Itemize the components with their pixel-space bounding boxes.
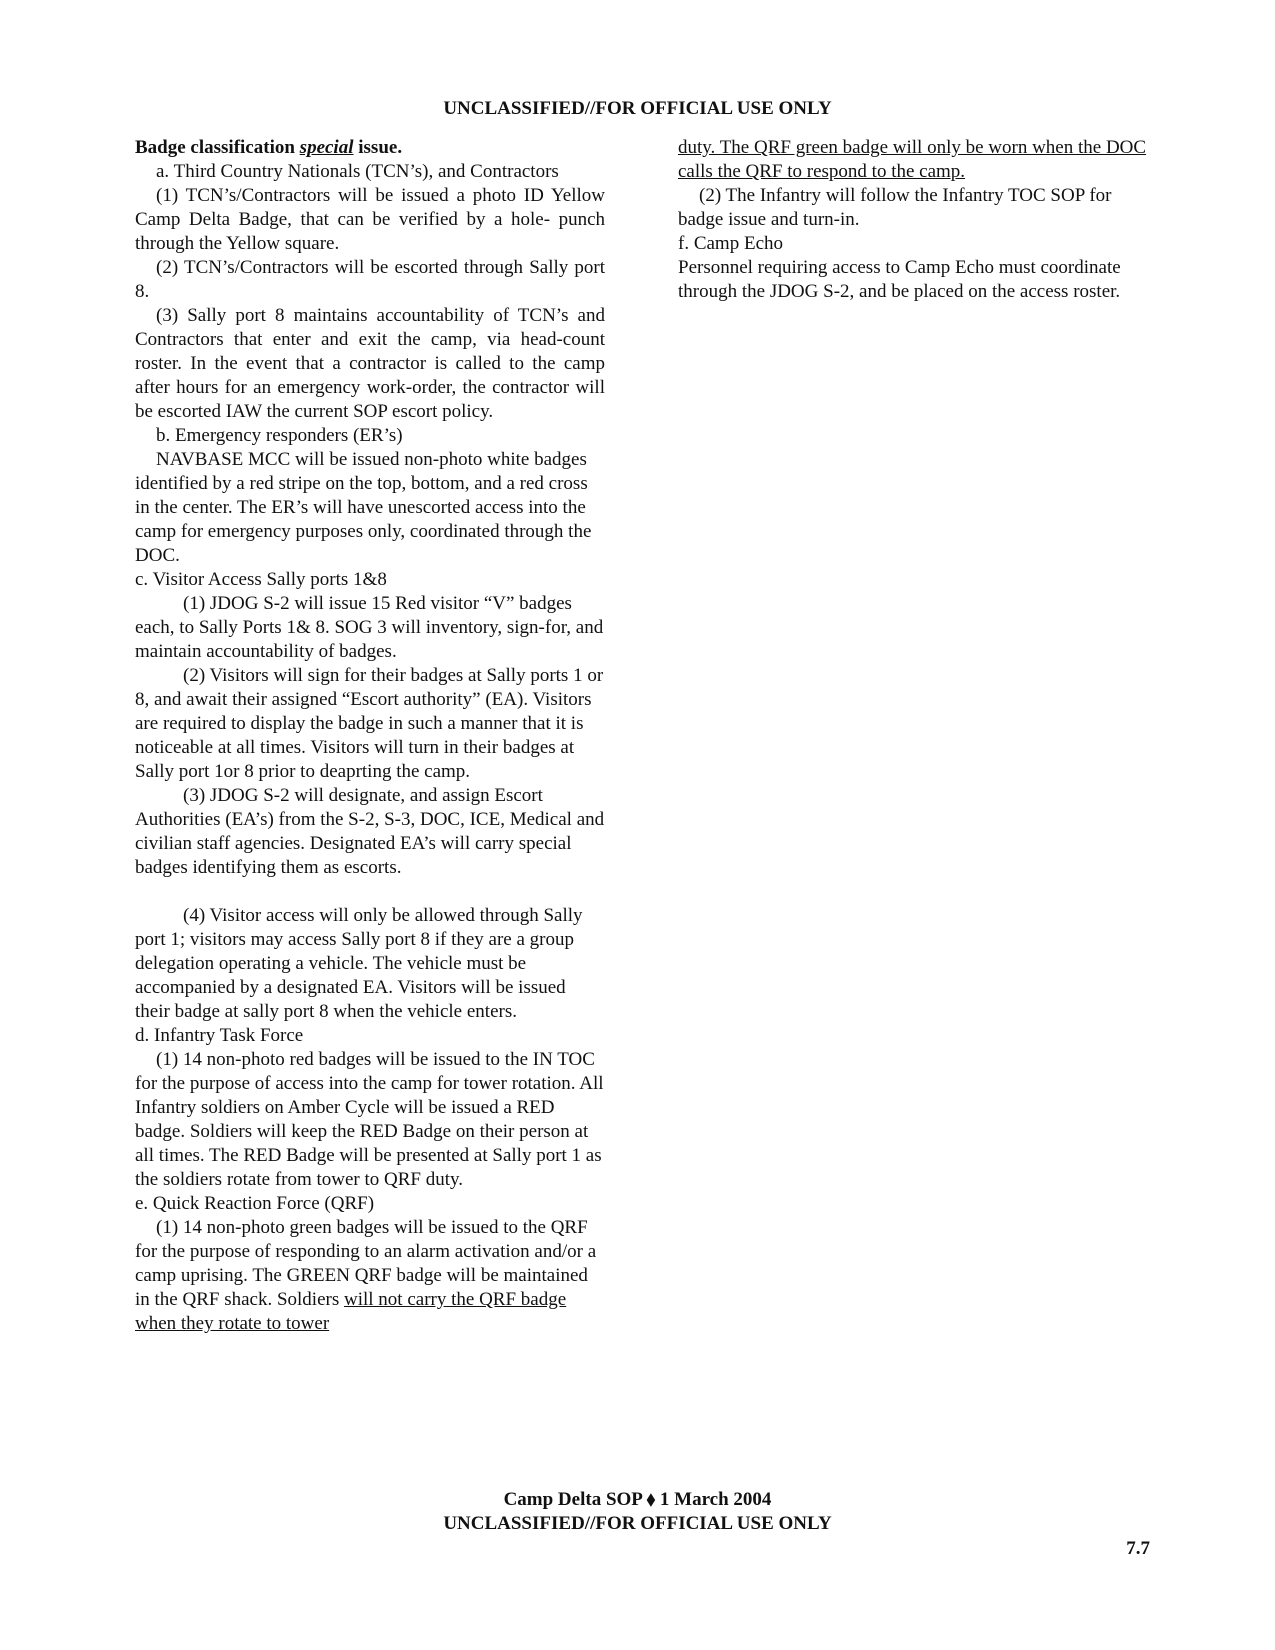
left-column [135, 136, 605, 1336]
paragraph-d1: (1) 14 non-photo red badges will be issued to the IN TOC for the purpose of access into the camp for tower rotation. All Infantry soldiers on Amber Cycle will be issued a RED badge. Soldiers will keep the RED Badge on their person at all times. The RED Badge will be presented at Sally port 1 as the soldiers rotate from tower to QRF duty. [135, 1049, 604, 1190]
page-footer [0, 1488, 1275, 1536]
paragraph-e1-continued: duty. The QRF green badge will only be worn when the DOC calls the QRF to respond to the camp. [678, 137, 1147, 182]
paragraph-a1: (1) TCN’s/Contractors will be issued a photo ID Yellow Camp Delta Badge, that can be verified by a hole- punch through the Yellow square. [135, 185, 605, 254]
paragraph-c1: (1) JDOG S-2 will issue 15 Red visitor “V” badges each, to Sally Ports 1& 8. SOG 3 will inventory, sign-for, and maintain accountability of badges. [135, 593, 604, 662]
subsection-e-title: e. Quick Reaction Force (QRF) [135, 1193, 375, 1214]
paragraph-e2: (2) The Infantry will follow the Infantry TOC SOP for badge issue and turn-in. [678, 185, 1112, 230]
subsection-f-title: f. Camp Echo [678, 233, 784, 254]
paragraph-a3: (3) Sally port 8 maintains accountability of TCN’s and Contractors that enter and exit the camp, via head-count roster. In the event that a contractor is called to the camp after hours for an emergency work-order, the contractor will be escorted IAW the current SOP escort policy. [135, 305, 605, 422]
subsection-d-title: d. Infantry Task Force [135, 1025, 304, 1046]
section-heading [135, 136, 605, 160]
paragraph-c4: (4) Visitor access will only be allowed through Sally port 1; visitors may access Sally port 8 if they are a group delegation operating a vehicle. The vehicle must be accompanied by a designated EA. Visitors will be issued their badge at sally port 8 when the vehicle enters. [135, 905, 583, 1022]
page-number: 7.7 [1126, 1538, 1150, 1559]
paragraph-e1 [135, 1216, 605, 1336]
subsection-b-title: b. Emergency responders (ER’s) [156, 425, 403, 446]
classification-footer: UNCLASSIFIED//FOR OFFICIAL USE ONLY [443, 1513, 832, 1534]
paragraph-a2: (2) TCN’s/Contractors will be escorted through Sally port 8. [135, 257, 605, 302]
right-column [678, 136, 1153, 304]
subsection-a-title: a. Third Country Nationals (TCN’s), and Contractors [156, 161, 559, 182]
heading-emphasis: special [299, 137, 354, 158]
paragraph-e1-text: (1) 14 non-photo green badges will be issued to the QRF for the purpose of responding to an alarm activation and/or a camp uprising. The GREEN QRF badge will be maintained in the QRF shack. Soldiers [135, 1217, 597, 1310]
spacer [135, 880, 605, 904]
footer-title: Camp Delta SOP ⬧ 1 March 2004 [503, 1489, 772, 1510]
subsection-c-title: c. Visitor Access Sally ports 1&8 [135, 569, 387, 590]
paragraph-c2: (2) Visitors will sign for their badges at Sally ports 1 or 8, and await their assigned “Escort authority” (EA). Visitors are required to display the badge in such a manner that it is noticeable at all times. Visitors will turn in their badges at Sally port 1or 8 prior to deaprting the camp. [135, 665, 604, 782]
paragraph-e1-underlined: will not carry the QRF badge when they rotate to tower [135, 1289, 567, 1334]
paragraph-b: NAVBASE MCC will be issued non-photo white badges identified by a red stripe on the top, bottom, and a red cross in the center. The ER’s will have unescorted access into the camp for emergency purposes only, coordinated through the DOC. [135, 449, 592, 566]
heading-text: Badge classification [135, 137, 300, 158]
heading-text-end: issue. [353, 137, 403, 158]
paragraph-f: Personnel requiring access to Camp Echo must coordinate through the JDOG S-2, and be placed on the access roster. [678, 257, 1121, 302]
classification-header: UNCLASSIFIED//FOR OFFICIAL USE ONLY [443, 98, 832, 119]
paragraph-c3: (3) JDOG S-2 will designate, and assign Escort Authorities (EA’s) from the S-2, S-3, DOC, ICE, Medical and civilian staff agencies. Designated EA’s will carry special badges identifying them as escorts. [135, 785, 605, 878]
